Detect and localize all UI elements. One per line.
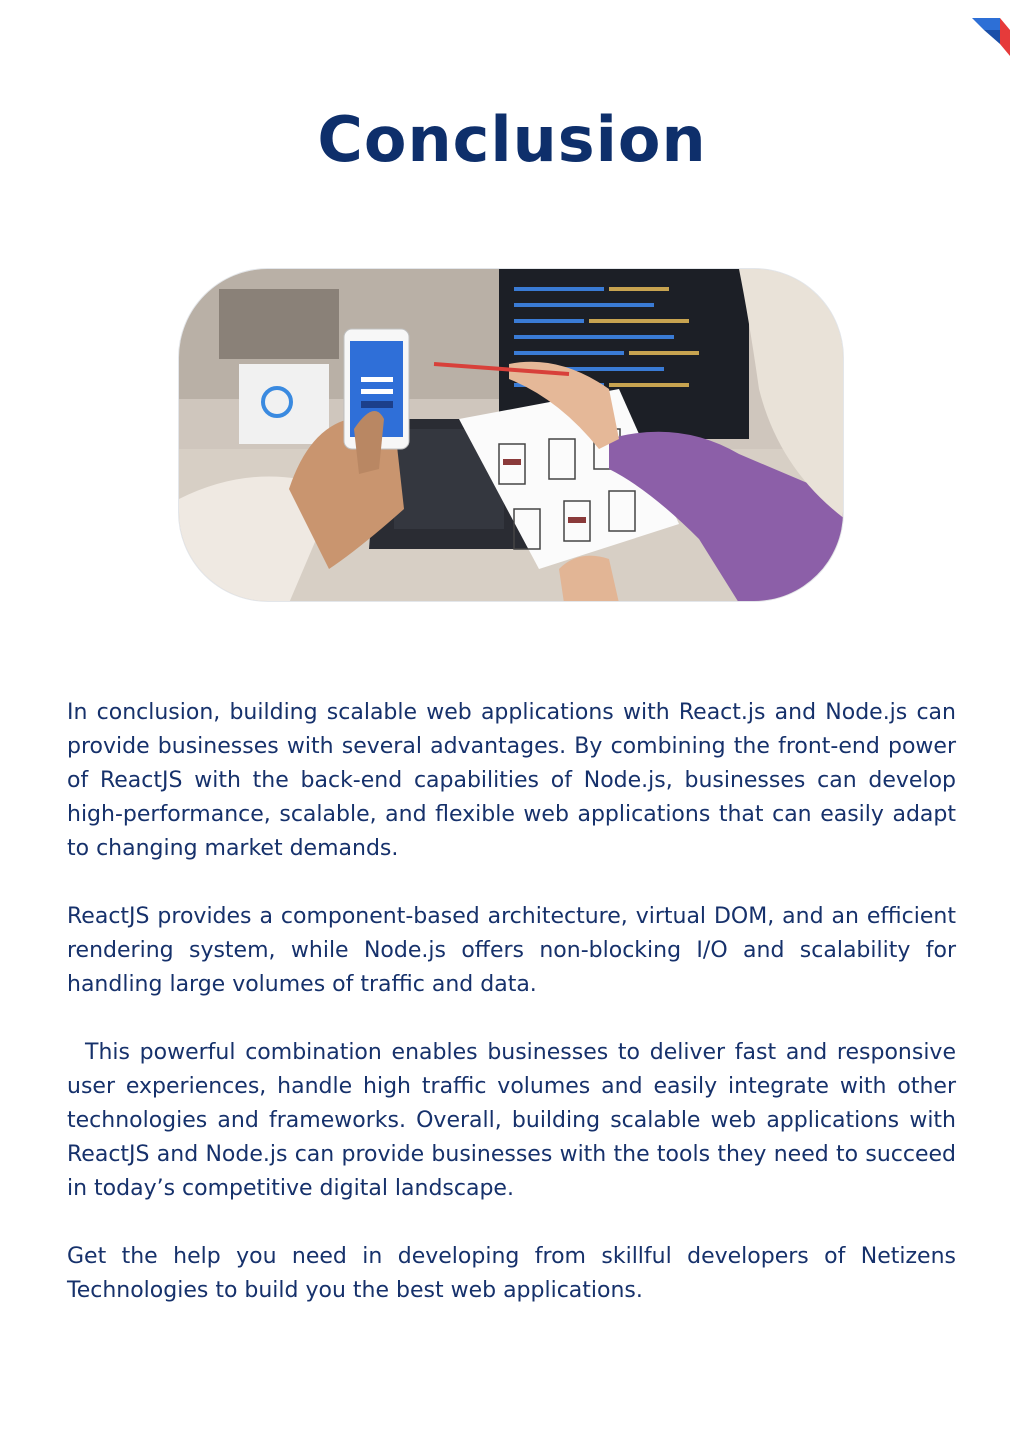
hero-image	[178, 268, 844, 602]
paragraph-intro: In conclusion, building scalable web applications with React.js and Node.js can provide businesses with several advantages. By combining the front-end power of ReactJS with the back-end capabilities of Node.js, businesses can develop high-performance, scalable, and flexible web applications that can easily adapt to changing market demands.	[67, 700, 956, 861]
conclusion-body	[67, 696, 956, 1342]
page-title: Conclusion	[317, 103, 707, 176]
paragraph-call-to-action: Get the help you need in developing from skillful developers of Netizens Technologies to build you the best web applications.	[67, 1244, 956, 1303]
team-reviewing-app-wireframes-photo	[179, 269, 844, 602]
paragraph-combination: This powerful combination enables businesses to deliver fast and responsive user experiences, handle high traffic volumes and easily integrate with other technologies and frameworks. Overall, building scalable web applications with ReactJS and Node.js can provide businesses with the tools they need to succeed in today’s competitive digital landscape.	[67, 1040, 956, 1201]
netizens-logo-icon	[970, 16, 1014, 60]
paragraph-reactjs-nodejs: ReactJS provides a component-based architecture, virtual DOM, and an efficient rendering system, while Node.js offers non-blocking I/O and scalability for handling large volumes of traffic and data.	[67, 904, 956, 997]
